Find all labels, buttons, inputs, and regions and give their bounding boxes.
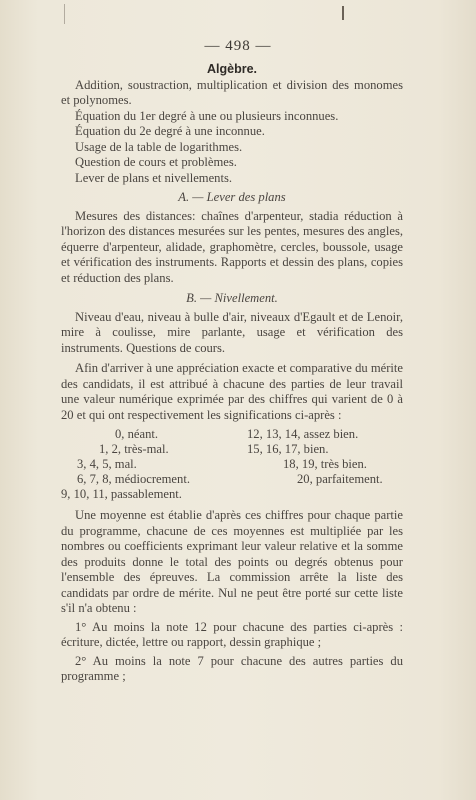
grade-entry: 9, 10, 11, passablement. [61,487,182,501]
grade-entry: 15, 16, 17, bien. [247,442,329,456]
algebra-item: Lever de plans et nivellements. [75,170,233,185]
appreciation-paragraph: Afin d'arriver à une appréciation exacte et comparative du mérite des candidats, il est attribué à chacune des parties de leur travail une valeur numérique exprimée par des chiffres qui varient de 0 à 20 et qui ont respectivement les significations ci-après : [61,361,403,422]
moyenne-paragraph: Une moyenne est établie d'après ces chiffres pour chaque partie du programme, chacune de ces moyennes est multipliée par les nombres ou coefficients exprimant leur valeur relative et la somme des produits donne le total des points ou degrés obtenus pour l'ensemble des épreuves. La commission arrête la liste des candidats par ordre de mérite. Nul ne peut être porté sur cette liste s'il n'a obtenu : [61,508,403,615]
algebra-intro: Addition, soustraction, multiplication et division des monomes et polynomes. [61,77,403,107]
grade-entry: 3, 4, 5, mal. [77,457,137,471]
algebra-heading: Algèbre. [206,62,257,76]
grade-entry: 0, néant. [115,427,159,441]
grade-scale [61,427,403,502]
ink-mark [342,6,344,20]
section-a-text: Mesures des distances: chaînes d'arpenteur, stadia réduction à l'horizon des distances mesurées sur les pentes, mesures des angles, équerre d'arpenteur, alidade, graphomètre, cercles, boussole, usage et vérification des instruments. Rapports et dessin des plans, copies et réduction des plans. [61,208,403,285]
algebra-item: Question de cours et problèmes. [75,155,237,169]
condition-2: 2° Au moins la note 7 pour chacune des autres parties du programme ; [61,653,403,683]
grade-entry: 1, 2, très-mal. [99,442,169,456]
grade-entry: 18, 19, très bien. [283,457,367,471]
page-number: — 498 — [204,38,272,54]
ink-mark [64,4,65,24]
section-b-text: Niveau d'eau, niveau à bulle d'air, niveaux d'Egault et de Lenoir, mire à coulisse, mire parlante, usage et vérification des instruments. Questions de cours. [61,309,403,355]
grade-entry: 6, 7, 8, médiocrement. [77,472,190,486]
section-b-heading: B. — Nivellement. [186,291,278,305]
condition-1: 1° Au moins la note 12 pour chacune des parties ci-après : écriture, dictée, lettre ou rapport, dessin graphique ; [61,619,403,649]
grade-entry: 12, 13, 14, assez bien. [247,427,359,441]
algebra-item: Équation du 2e degré à une inconnue. [75,124,265,138]
section-a-heading: A. — Lever des plans [178,190,286,204]
algebra-item: Usage de la table de logarithmes. [75,139,243,154]
text-column [61,62,403,685]
algebra-list [61,109,403,187]
grade-entry: 20, parfaitement. [297,472,383,486]
algebra-item: Équation du 1er degré à une ou plusieurs inconnues. [75,108,339,123]
